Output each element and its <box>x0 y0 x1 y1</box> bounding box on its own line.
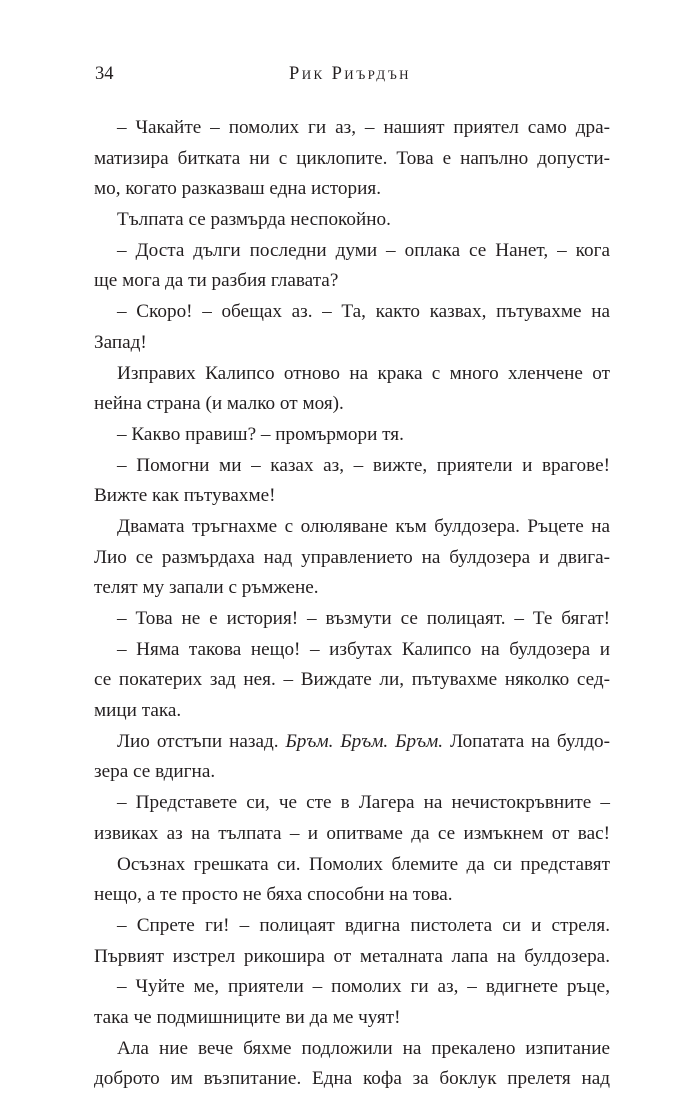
text-segment: Лопатата на булдо- <box>443 730 610 752</box>
text-line: – Скоро! – обещах аз. – Та, както казвах, пътувахме на <box>117 301 610 323</box>
text-line: Тълпата се размърда неспокойно. <box>117 209 391 231</box>
text-line: доброто им възпитание. Една кофа за боклук прелетя над <box>94 1068 610 1090</box>
text-line: – Няма такова нещо! – избутах Калипсо на булдозера и <box>117 638 610 660</box>
italic-text: Бръм. Бръм. Бръм. <box>285 730 444 752</box>
text-line: – Представете си, че сте в Лагера на нечистокръвните – <box>117 792 610 814</box>
text-line: Ала ние вече бяхме подложили на прекалено изпитание <box>117 1037 610 1059</box>
text-line: – Чуйте ме, приятели – помолих ги аз, – вдигнете ръце, <box>117 976 610 998</box>
text-line: Двамата тръгнахме с олюляване към булдозера. Ръцете на <box>117 515 610 537</box>
text-line: Лио се размърдаха над управлението на булдозера и двига- <box>94 546 610 568</box>
text-line: мици така. <box>94 700 182 722</box>
text-line: Вижте как пътувахме! <box>94 485 276 507</box>
text-line: – Това не е история! – възмути се полицаят. – Те бягат! <box>117 608 610 629</box>
text-line: ще мога да ти разбия главата? <box>94 270 339 292</box>
text-segment: Лио отстъпи назад. <box>117 730 286 752</box>
running-title: Рик Риърдън <box>289 64 411 84</box>
page-number: 34 <box>95 64 114 84</box>
text-line <box>94 727 610 758</box>
text-line: зера се вдигна. <box>94 761 216 783</box>
text-line: – Чакайте – помолих ги аз, – нашият приятел само дра- <box>117 117 610 138</box>
text-line: мо, когато разказваш една история. <box>94 178 381 200</box>
text-line: – Доста дълги последни думи – оплака се Нанет, – кога <box>117 239 610 261</box>
text-line: извиках аз на тълпата – и опитваме да се измъкнем от вас! <box>94 822 610 844</box>
text-line: Изправих Калипсо отново на крака с много хленчене от <box>117 362 610 384</box>
text-line: телят му запали с ръмжене. <box>94 577 319 599</box>
text-line: нейна страна (и малко от моя). <box>94 393 344 415</box>
text-line: нещо, а те просто не бяха способни на това. <box>94 884 453 906</box>
text-line: – Спрете ги! – полицаят вдигна пистолета си и стреля. <box>117 914 610 936</box>
text-line: матизира битката ни с циклопите. Това е напълно допусти- <box>94 147 610 169</box>
text-line: Осъзнах грешката си. Помолих блемите да си представят <box>117 853 610 875</box>
text-line: Първият изстрел рикошира от металната лапа на булдозера. <box>94 945 610 967</box>
page-header <box>95 64 605 92</box>
text-line: се покатерих зад нея. – Виждате ли, пътувахме няколко сед- <box>94 669 610 691</box>
text-line: – Помогни ми – казах аз, – вижте, приятели и врагове! <box>117 454 610 476</box>
text-line: – Какво правиш? – промърмори тя. <box>117 423 404 445</box>
text-line: Запад! <box>94 331 147 353</box>
text-line: така че подмишниците ви да ме чуят! <box>94 1006 401 1028</box>
body-text <box>94 113 610 1095</box>
